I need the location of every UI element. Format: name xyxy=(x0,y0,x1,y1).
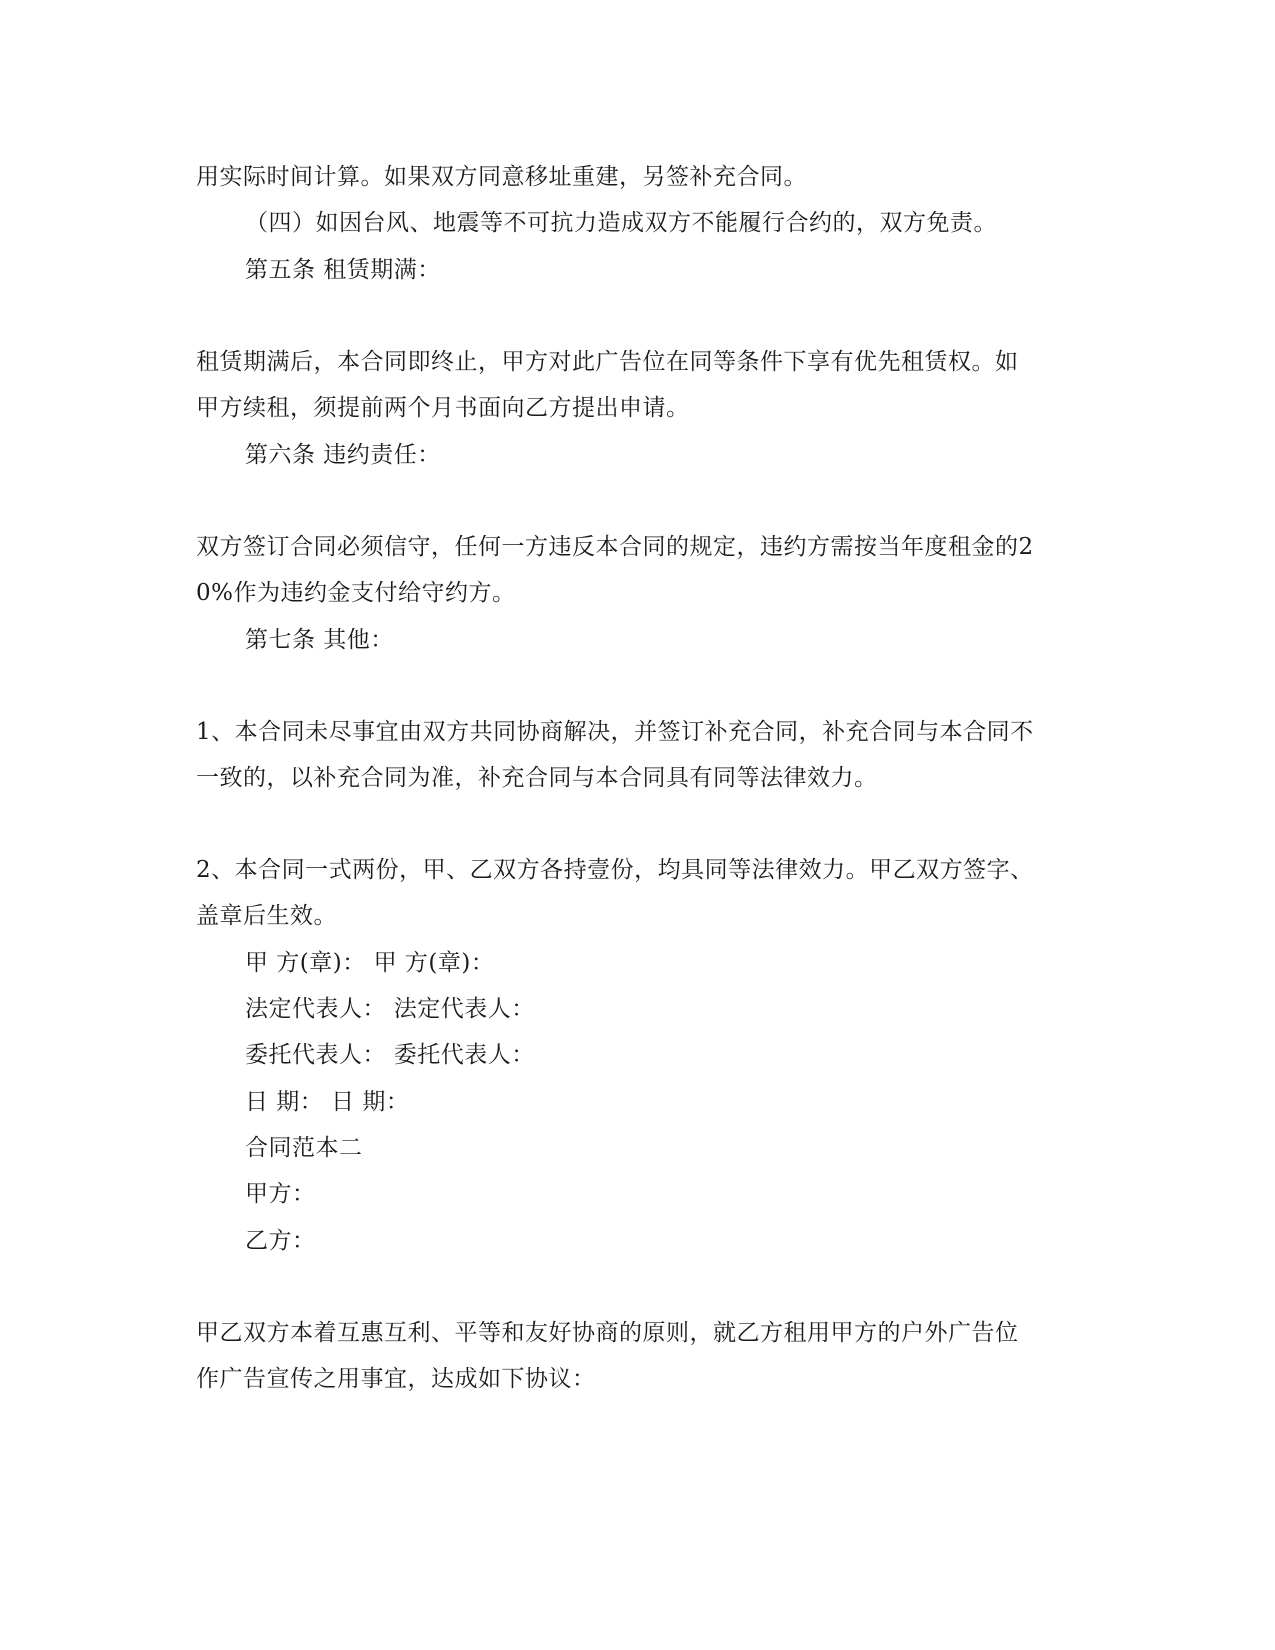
paragraph-line: 甲乙双方本着互惠互利、平等和友好协商的原则，就乙方租用甲方的户外广告位 xyxy=(196,1320,1019,1346)
signature-date-line: 日 期： 日 期： xyxy=(245,1089,410,1115)
paragraph-line: 1、本合同未尽事宜由双方共同协商解决，并签订补充合同，补充合同与本合同不 xyxy=(196,719,1034,745)
paragraph-line: 用实际时间计算。如果双方同意移址重建，另签补充合同。 xyxy=(196,164,807,190)
paragraph-line: 0%作为违约金支付给守约方。 xyxy=(196,580,516,606)
paragraph-line: 盖章后生效。 xyxy=(196,903,337,929)
signature-party-line: 甲 方(章)： 甲 方(章)： xyxy=(245,950,495,976)
party-a-line: 甲方： xyxy=(245,1181,316,1207)
paragraph-line: 2、本合同一式两份，甲、乙双方各持壹份，均具同等法律效力。甲乙双方签字、 xyxy=(196,857,1034,883)
article-heading: 第五条 租赁期满： xyxy=(245,257,441,283)
paragraph-line: 一致的，以补充合同为准，补充合同与本合同具有同等法律效力。 xyxy=(196,765,878,791)
paragraph-line: 甲方续租，须提前两个月书面向乙方提出申请。 xyxy=(196,395,690,421)
signature-legal-rep-line: 法定代表人： 法定代表人： xyxy=(245,996,535,1022)
paragraph-line: 作广告宣传之用事宜，达成如下协议： xyxy=(196,1366,596,1392)
signature-agent-line: 委托代表人： 委托代表人： xyxy=(245,1042,535,1068)
clause-line: （四）如因台风、地震等不可抗力造成双方不能履行合约的，双方免责。 xyxy=(245,210,997,236)
article-heading: 第七条 其他： xyxy=(245,627,394,653)
paragraph-line: 租赁期满后，本合同即终止，甲方对此广告位在同等条件下享有优先租赁权。如 xyxy=(196,349,1019,375)
party-b-line: 乙方： xyxy=(245,1228,316,1254)
article-heading: 第六条 违约责任： xyxy=(245,442,441,468)
section-title: 合同范本二 xyxy=(245,1135,363,1161)
paragraph-line: 双方签订合同必须信守，任何一方违反本合同的规定，违约方需按当年度租金的2 xyxy=(196,534,1034,560)
